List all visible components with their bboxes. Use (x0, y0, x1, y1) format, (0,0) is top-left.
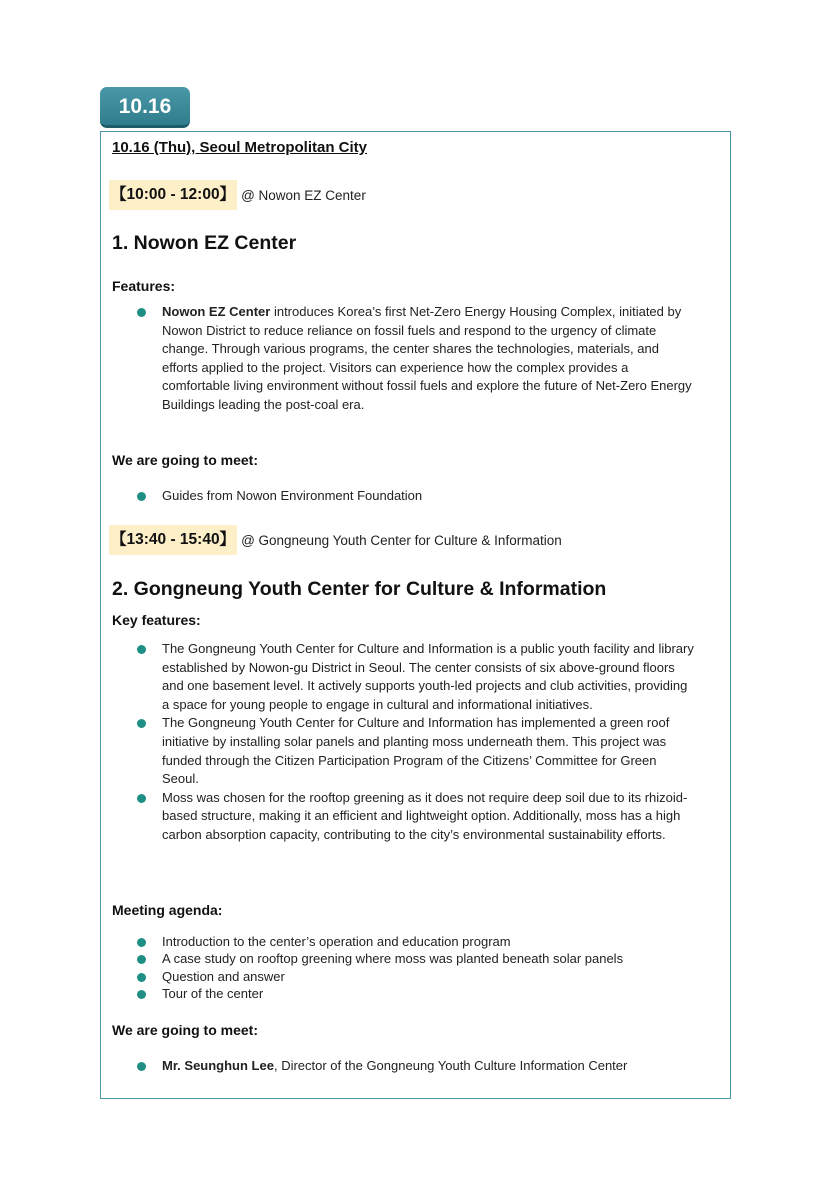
itinerary-card (100, 131, 731, 1099)
time-badge: 【10:00 - 12:00】 (109, 180, 237, 210)
list-item (135, 303, 695, 415)
list-item: Guides from Nowon Environment Foundation (135, 487, 695, 506)
location-text: @ Nowon EZ Center (241, 187, 366, 203)
agenda-list (135, 933, 695, 1003)
date-title: 10.16 (Thu), Seoul Metropolitan City (112, 139, 368, 156)
features-label: Features: (112, 278, 176, 294)
features-list (135, 640, 695, 845)
list-item: Tour of the center (135, 985, 695, 1002)
date-tab: 10.16 (100, 87, 190, 128)
features-list (135, 303, 695, 415)
meet-label: We are going to meet: (112, 1022, 258, 1038)
session2-time-row (109, 525, 562, 555)
time-badge: 【13:40 - 15:40】 (109, 525, 237, 555)
list-item (135, 1057, 695, 1076)
list-item: Introduction to the center’s operation and education program (135, 933, 695, 950)
agenda-label: Meeting agenda: (112, 902, 223, 918)
meet-list (135, 1057, 695, 1076)
feature-bold: Nowon EZ Center (162, 304, 271, 319)
list-item: The Gongneung Youth Center for Culture and Information has implemented a green roof initiative by installing solar panels and planting moss underneath them. This project was funded through the Citizen Participation Program of the Citizens’ Committee for Green Seoul. (135, 714, 695, 788)
features-label: Key features: (112, 612, 201, 628)
section-heading: 1. Nowon EZ Center (112, 232, 297, 254)
list-item: A case study on rooftop greening where moss was planted beneath solar panels (135, 950, 695, 967)
feature-text: introduces Korea’s first Net-Zero Energy Housing Complex, initiated by Nowon District to reduce reliance on fossil fuels and respond to the urgency of climate change. Through various programs, the center shares the technologies, materials, and efforts applied to the project. Visitors can experience how the complex provides a comfortable living environment without fossil fuels and explore the future of Net-Zero Energy Buildings leading the post-coal era. (162, 304, 692, 412)
meet-label: We are going to meet: (112, 452, 258, 468)
location-text: @ Gongneung Youth Center for Culture & Information (241, 532, 562, 548)
list-item: Moss was chosen for the rooftop greening as it does not require deep soil due to its rhizoid-based structure, making it an efficient and lightweight option. Additionally, moss has a high carbon absorption capacity, contributing to the city’s environmental sustainability efforts. (135, 789, 695, 845)
section-heading: 2. Gongneung Youth Center for Culture & Information (112, 578, 607, 600)
list-item: The Gongneung Youth Center for Culture and Information is a public youth facility and library established by Nowon-gu District in Seoul. The center consists of six above-ground floors and one basement level. It actively supports youth-led projects and club activities, providing a space for young people to engage in cultural and informational initiatives. (135, 640, 695, 714)
session1-time-row (109, 180, 366, 210)
list-item: Question and answer (135, 968, 695, 985)
meet-text: , Director of the Gongneung Youth Culture Information Center (273, 1058, 628, 1073)
meet-list (135, 487, 695, 506)
meet-bold: Mr. Seunghun Lee (162, 1058, 274, 1073)
